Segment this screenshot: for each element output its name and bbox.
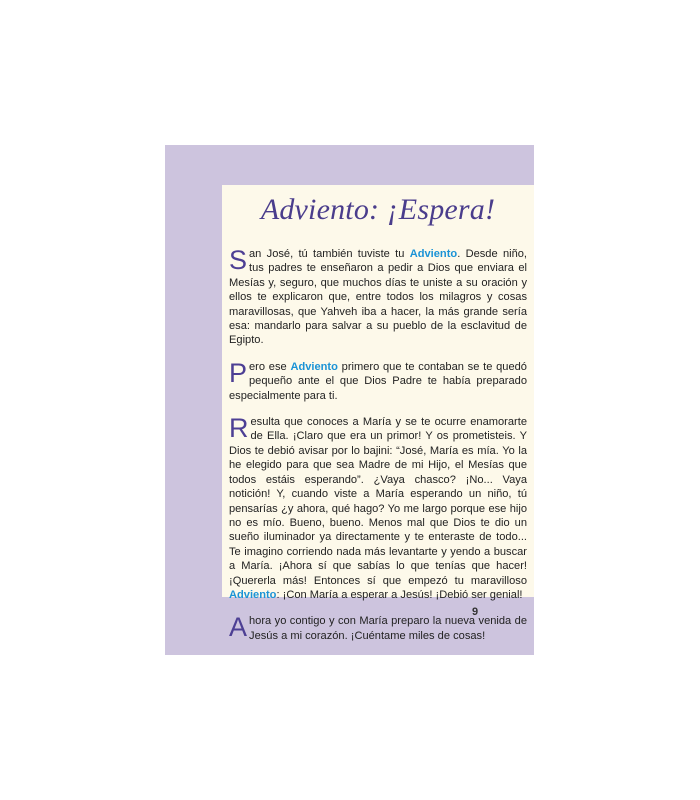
text-segment: . Desde niño, tus padres te enseñaron a pedir a Dios que enviara el Mesías y, seguro, que muchos días te uniste a su oración y ellos te explicaron que, entre todos los milagros y cosas maravillosas, que Yahveh iba a hacer, la más grande sería esa: mandarlo para salvar a su pueblo de la esclavitud de Egipto. (229, 248, 527, 347)
body-text (229, 247, 527, 655)
keyword-highlight: Adviento (229, 588, 277, 601)
paragraph (229, 415, 527, 602)
paragraph (229, 247, 527, 348)
drop-cap: S (229, 245, 248, 275)
text-segment: primero que te contaban se te quedó pequeño ante el que Dios Padre te había preparado especialmente para ti. (229, 360, 527, 402)
paragraph (229, 614, 527, 643)
drop-cap: R (229, 413, 249, 444)
text-segment: hora yo contigo y con María preparo la nueva venida de Jesús a mi corazón. ¡Cuéntame miles de cosas! (249, 615, 527, 642)
keyword-highlight: Adviento (409, 248, 458, 260)
paragraph (229, 357, 527, 403)
book-page-frame (165, 145, 534, 655)
text-segment: : ¡Con María a esperar a Jesús! ¡Debió ser genial! (276, 588, 523, 601)
text-segment: ero ese (249, 360, 291, 373)
page-title: Adviento: ¡Espera! (260, 193, 496, 226)
text-segment: esulta que conoces a María y se te ocurre enamorarte de Ella. ¡Claro que era un primor! Y os prometisteis. Y Dios te debió avisar por lo bajini: “José, María es mía. Yo la he elegido para que sea Madre de mi Hijo, el Mesías que todos estáis esperando”. ¿Vaya chasco? ¡No... Vaya notición! Y, cuando viste a María esperando un niño, tú pensarías ¿y ahora, qué hago? Yo me largo porque ese hijo no es mío. Bueno, bueno. Menos mal que Dios te dio un sueño iluminador ya directamente y te enteraste de todo... Te imagino corriendo nada más levantarte y yendo a buscar a María. ¡Ahora sí que sabías lo que tenías que hacer! ¡Quererla más! Entonces sí que empezó tu maravilloso (229, 416, 527, 587)
keyword-highlight: Adviento (290, 360, 338, 373)
text-segment: an José, tú también tuviste tu (249, 248, 410, 260)
drop-cap: A (229, 612, 248, 643)
text-sheet (222, 185, 534, 643)
drop-cap: P (229, 357, 248, 388)
page-number: 9 (472, 606, 479, 618)
